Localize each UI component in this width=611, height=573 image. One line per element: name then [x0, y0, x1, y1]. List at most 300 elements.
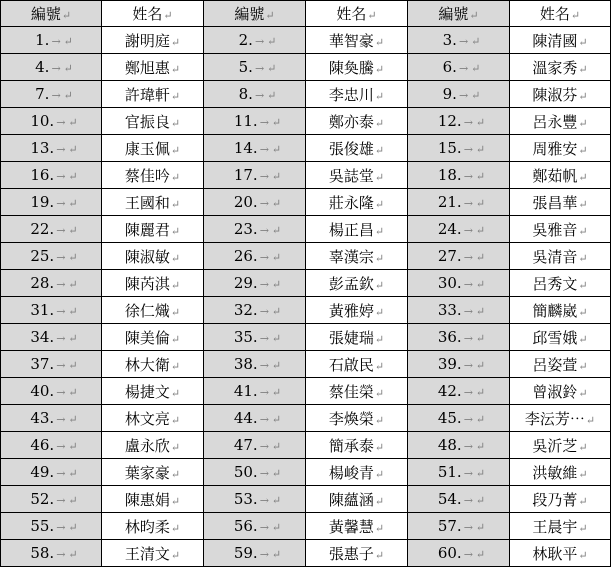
entry-number: 7.	[35, 85, 50, 103]
cell-end-mark: ↵	[578, 251, 588, 265]
name-cell	[102, 378, 204, 405]
entry-name: 石啟民	[328, 355, 374, 374]
cell-end-mark: ↵	[374, 521, 385, 535]
entry-name: 吳誌堂	[328, 166, 374, 185]
tab-mark: →	[463, 251, 473, 264]
cell-end-mark: ↵	[170, 224, 181, 238]
entry-name: 李忠川	[328, 85, 374, 104]
cell-end-mark: ↵	[374, 332, 385, 346]
header-number-label: 編號	[438, 5, 469, 23]
entry-number: 17.	[233, 166, 258, 184]
cell-end-mark: ↵	[271, 251, 282, 264]
name-cell	[306, 486, 408, 513]
name-cell	[306, 432, 408, 459]
tab-mark: →	[56, 494, 66, 507]
entry-number: 47.	[233, 436, 258, 454]
cell-end-mark: ↵	[170, 521, 181, 535]
number-cell	[1, 27, 102, 54]
entry-name: 張惠子	[328, 544, 374, 563]
number-cell	[408, 243, 510, 270]
cell-end-mark: ↵	[170, 548, 181, 562]
number-cell	[1, 432, 102, 459]
entry-number: 33.	[437, 301, 462, 319]
number-cell	[204, 216, 306, 243]
entry-name: 呂永豐	[532, 112, 578, 131]
cell-end-mark: ↵	[170, 197, 181, 211]
cell-end-mark: ↵	[374, 170, 385, 184]
name-cell	[306, 324, 408, 351]
tab-mark: →	[259, 197, 269, 210]
number-cell	[204, 27, 306, 54]
tab-mark: →	[463, 359, 473, 372]
entry-number: 1.	[35, 31, 50, 49]
entry-name: 邱雪娥	[532, 328, 578, 347]
entry-name: 李沄芳⋯	[524, 409, 585, 428]
cell-end-mark: ↵	[475, 224, 486, 237]
cell-end-mark: ↵	[170, 413, 181, 427]
tab-mark: →	[56, 170, 66, 183]
entry-name: 林大衛	[124, 355, 170, 374]
cell-end-mark: ↵	[170, 278, 181, 292]
cell-end-mark: ↵	[271, 548, 282, 561]
number-cell	[408, 459, 510, 486]
number-cell	[408, 513, 510, 540]
entry-name: 洪敏維	[532, 463, 578, 482]
cell-end-mark: ↵	[585, 413, 596, 427]
header-name-label: 姓名	[132, 5, 163, 23]
cell-end-mark: ↵	[374, 116, 385, 130]
entry-name: 蔡佳吟	[124, 166, 170, 185]
name-cell	[306, 459, 408, 486]
tab-mark: →	[259, 332, 269, 345]
header-name-cell	[102, 1, 204, 27]
name-cell	[102, 270, 204, 297]
tab-mark: →	[259, 413, 269, 426]
tab-mark: →	[463, 332, 473, 345]
number-cell	[1, 135, 102, 162]
cell-end-mark: ↵	[469, 9, 479, 22]
tab-mark: →	[51, 35, 61, 48]
tab-mark: →	[259, 116, 269, 129]
name-cell	[306, 216, 408, 243]
tab-mark: →	[259, 251, 269, 264]
tab-mark: →	[259, 359, 269, 372]
cell-end-mark: ↵	[578, 305, 588, 319]
cell-end-mark: ↵	[475, 143, 486, 156]
entry-number: 59.	[233, 544, 258, 562]
name-cell	[102, 513, 204, 540]
cell-end-mark: ↵	[170, 386, 181, 400]
entry-name: 許瑋軒	[124, 85, 170, 104]
cell-end-mark: ↵	[267, 62, 277, 75]
tab-mark: →	[56, 440, 66, 453]
number-cell	[1, 486, 102, 513]
table-row	[1, 216, 611, 243]
name-cell	[510, 216, 611, 243]
cell-end-mark: ↵	[374, 548, 385, 562]
table-row	[1, 297, 611, 324]
cell-end-mark: ↵	[475, 116, 486, 129]
cell-end-mark: ↵	[475, 467, 486, 480]
cell-end-mark: ↵	[578, 278, 588, 292]
entry-name: 吳雅音	[532, 220, 578, 239]
entry-number: 24.	[437, 220, 462, 238]
tab-mark: →	[56, 197, 66, 210]
cell-end-mark: ↵	[578, 467, 588, 481]
cell-end-mark: ↵	[475, 440, 486, 453]
cell-end-mark: ↵	[475, 197, 486, 210]
entry-number: 10.	[30, 112, 55, 130]
cell-end-mark: ↵	[578, 548, 588, 562]
number-cell	[204, 135, 306, 162]
name-cell	[102, 486, 204, 513]
number-cell	[204, 459, 306, 486]
tab-mark: →	[458, 89, 469, 102]
cell-end-mark: ↵	[471, 35, 481, 48]
entry-name: 林文亮	[124, 409, 170, 428]
number-cell	[1, 162, 102, 189]
entry-number: 25.	[30, 247, 55, 265]
entry-name: 鄭亦泰	[328, 112, 374, 131]
name-cell	[510, 270, 611, 297]
entry-number: 18.	[437, 166, 462, 184]
cell-end-mark: ↵	[475, 305, 486, 318]
entry-name: 蔡佳榮	[328, 382, 374, 401]
entry-name: 陳清國	[532, 31, 578, 50]
number-cell	[204, 297, 306, 324]
cell-end-mark: ↵	[374, 197, 385, 211]
name-cell	[510, 324, 611, 351]
name-cell	[102, 81, 204, 108]
tab-mark: →	[463, 521, 473, 534]
tab-mark: →	[463, 116, 473, 129]
number-cell	[204, 81, 306, 108]
number-cell	[408, 486, 510, 513]
tab-mark: →	[458, 35, 469, 48]
name-cell	[102, 216, 204, 243]
entry-name: 黃馨慧	[328, 517, 374, 536]
number-cell	[408, 216, 510, 243]
cell-end-mark: ↵	[61, 9, 72, 22]
entry-number: 38.	[233, 355, 258, 373]
number-cell	[408, 189, 510, 216]
tab-mark: →	[259, 278, 269, 291]
cell-end-mark: ↵	[68, 332, 78, 345]
entry-name: 吳清音	[532, 247, 578, 266]
number-cell	[1, 81, 102, 108]
tab-mark: →	[254, 35, 265, 48]
tab-mark: →	[463, 170, 473, 183]
tab-mark: →	[259, 386, 269, 399]
entry-number: 40.	[30, 382, 55, 400]
entry-number: 43.	[30, 409, 55, 427]
entry-number: 48.	[437, 436, 462, 454]
table-row	[1, 378, 611, 405]
entry-number: 41.	[233, 382, 258, 400]
name-cell	[306, 243, 408, 270]
tab-mark: →	[463, 413, 473, 426]
cell-end-mark: ↵	[68, 278, 78, 291]
cell-end-mark: ↵	[475, 170, 486, 183]
cell-end-mark: ↵	[578, 143, 588, 157]
number-cell	[408, 297, 510, 324]
number-cell	[408, 162, 510, 189]
tab-mark: →	[463, 143, 473, 156]
tab-mark: →	[254, 89, 265, 102]
cell-end-mark: ↵	[578, 359, 588, 373]
entry-name: 陳麗君	[124, 220, 170, 239]
number-cell	[204, 540, 306, 567]
cell-end-mark: ↵	[271, 170, 282, 183]
cell-end-mark: ↵	[271, 440, 282, 453]
cell-end-mark: ↵	[578, 386, 588, 400]
entry-name: 莊永隆	[328, 193, 374, 212]
header-number-cell	[408, 1, 510, 27]
header-row	[1, 1, 611, 27]
entry-number: 9.	[442, 85, 457, 103]
entry-name: 辜漢宗	[328, 247, 374, 266]
entry-number: 20.	[233, 193, 258, 211]
name-cell	[102, 243, 204, 270]
number-cell	[204, 162, 306, 189]
name-cell	[510, 297, 611, 324]
entry-number: 36.	[437, 328, 462, 346]
cell-end-mark: ↵	[68, 224, 78, 237]
tab-mark: →	[56, 359, 66, 372]
table-row	[1, 81, 611, 108]
cell-end-mark: ↵	[374, 224, 385, 238]
entry-number: 27.	[437, 247, 462, 265]
entry-name: 華智豪	[328, 31, 374, 50]
name-cell	[510, 54, 611, 81]
entry-number: 32.	[233, 301, 258, 319]
cell-end-mark: ↵	[578, 332, 588, 346]
number-cell	[1, 405, 102, 432]
table-row	[1, 189, 611, 216]
entry-number: 26.	[233, 247, 258, 265]
entry-number: 28.	[30, 274, 55, 292]
table-row	[1, 486, 611, 513]
name-cell	[510, 486, 611, 513]
cell-end-mark: ↵	[475, 548, 486, 561]
name-cell	[102, 351, 204, 378]
entry-name: 陳美倫	[124, 328, 170, 347]
name-cell	[306, 108, 408, 135]
cell-end-mark: ↵	[68, 467, 78, 480]
cell-end-mark: ↵	[578, 440, 588, 454]
entry-name: 陳奐騰	[328, 58, 374, 77]
entry-number: 42.	[437, 382, 462, 400]
cell-end-mark: ↵	[374, 305, 385, 319]
number-cell	[204, 513, 306, 540]
cell-end-mark: ↵	[271, 494, 282, 507]
number-cell	[408, 351, 510, 378]
entry-number: 44.	[233, 409, 258, 427]
cell-end-mark: ↵	[271, 143, 282, 156]
number-cell	[204, 189, 306, 216]
table-row	[1, 351, 611, 378]
tab-mark: →	[51, 89, 61, 102]
name-cell	[306, 162, 408, 189]
entry-number: 13.	[30, 139, 55, 157]
number-cell	[1, 54, 102, 81]
entry-number: 8.	[238, 85, 253, 103]
tab-mark: →	[463, 467, 473, 480]
number-cell	[1, 378, 102, 405]
number-cell	[408, 378, 510, 405]
cell-end-mark: ↵	[271, 359, 282, 372]
name-cell	[102, 27, 204, 54]
cell-end-mark: ↵	[578, 521, 588, 535]
entry-number: 29.	[233, 274, 258, 292]
tab-mark: →	[56, 305, 66, 318]
entry-number: 54.	[437, 490, 462, 508]
cell-end-mark: ↵	[475, 251, 486, 264]
number-cell	[204, 324, 306, 351]
number-cell	[1, 216, 102, 243]
entry-number: 15.	[437, 139, 462, 157]
tab-mark: →	[259, 548, 269, 561]
cell-end-mark: ↵	[475, 521, 486, 534]
name-cell	[510, 405, 611, 432]
tab-mark: →	[254, 62, 265, 75]
header-name-cell	[306, 1, 408, 27]
tab-mark: →	[463, 305, 473, 318]
entry-name: 溫家秀	[532, 58, 578, 77]
table-row	[1, 540, 611, 567]
entry-number: 14.	[233, 139, 258, 157]
number-cell	[204, 108, 306, 135]
table-row	[1, 459, 611, 486]
entry-name: 王國和	[124, 193, 170, 212]
tab-mark: →	[56, 278, 66, 291]
header-number-cell	[1, 1, 102, 27]
name-cell	[306, 81, 408, 108]
entry-number: 6.	[442, 58, 457, 76]
cell-end-mark: ↵	[578, 494, 588, 508]
number-cell	[408, 81, 510, 108]
name-cell	[102, 405, 204, 432]
tab-mark: →	[56, 251, 66, 264]
number-cell	[1, 189, 102, 216]
entry-name: 陳惠娟	[124, 490, 170, 509]
name-cell	[510, 378, 611, 405]
table-row	[1, 513, 611, 540]
name-cell	[102, 297, 204, 324]
cell-end-mark: ↵	[374, 467, 385, 481]
entry-name: 段乃菁	[532, 490, 578, 509]
header-number-cell	[204, 1, 306, 27]
cell-end-mark: ↵	[271, 386, 282, 399]
number-cell	[204, 486, 306, 513]
entry-number: 19.	[30, 193, 55, 211]
number-cell	[1, 270, 102, 297]
entry-name: 楊正昌	[328, 220, 374, 239]
cell-end-mark: ↵	[374, 359, 385, 373]
name-cell	[510, 81, 611, 108]
number-cell	[1, 540, 102, 567]
tab-mark: →	[56, 116, 66, 129]
entry-name: 簡麟崴	[532, 301, 578, 320]
cell-end-mark: ↵	[267, 35, 277, 48]
tab-mark: →	[259, 440, 269, 453]
cell-end-mark: ↵	[374, 494, 385, 508]
entry-name: 陳淑芬	[532, 85, 578, 104]
cell-end-mark: ↵	[68, 116, 78, 129]
cell-end-mark: ↵	[578, 170, 588, 184]
cell-end-mark: ↵	[475, 278, 486, 291]
cell-end-mark: ↵	[475, 332, 486, 345]
cell-end-mark: ↵	[265, 9, 275, 22]
name-cell	[306, 27, 408, 54]
tab-mark: →	[56, 332, 66, 345]
table-row	[1, 162, 611, 189]
cell-end-mark: ↵	[374, 143, 385, 157]
number-cell	[204, 243, 306, 270]
entry-number: 4.	[35, 58, 50, 76]
table-row	[1, 108, 611, 135]
entry-name: 曾淑鈴	[532, 382, 578, 401]
tab-mark: →	[56, 143, 66, 156]
cell-end-mark: ↵	[271, 413, 282, 426]
cell-end-mark: ↵	[271, 332, 282, 345]
name-cell	[306, 189, 408, 216]
cell-end-mark: ↵	[170, 143, 181, 157]
name-cell	[102, 189, 204, 216]
cell-end-mark: ↵	[68, 494, 78, 507]
entry-number: 21.	[437, 193, 462, 211]
cell-end-mark: ↵	[170, 305, 181, 319]
tab-mark: →	[259, 521, 269, 534]
number-cell	[408, 54, 510, 81]
number-cell	[204, 54, 306, 81]
cell-end-mark: ↵	[68, 359, 78, 372]
number-cell	[204, 270, 306, 297]
table-row	[1, 243, 611, 270]
cell-end-mark: ↵	[68, 251, 78, 264]
number-cell	[1, 108, 102, 135]
number-cell	[408, 270, 510, 297]
entry-name: 王清文	[124, 544, 170, 563]
name-cell	[510, 135, 611, 162]
header-name-label: 姓名	[336, 5, 367, 23]
entry-name: 呂姿萱	[532, 355, 578, 374]
cell-end-mark: ↵	[68, 170, 78, 183]
tab-mark: →	[463, 197, 473, 210]
entry-number: 12.	[437, 112, 462, 130]
number-cell	[408, 405, 510, 432]
cell-end-mark: ↵	[267, 89, 277, 102]
name-cell	[510, 351, 611, 378]
table-row	[1, 27, 611, 54]
name-cell	[306, 351, 408, 378]
tab-mark: →	[56, 224, 66, 237]
cell-end-mark: ↵	[271, 224, 282, 237]
entry-name: 彭孟欽	[328, 274, 374, 293]
entry-name: 林昀柔	[124, 517, 170, 536]
tab-mark: →	[56, 548, 66, 561]
header-number-label: 編號	[234, 5, 265, 23]
cell-end-mark: ↵	[170, 35, 181, 49]
tab-mark: →	[458, 62, 469, 75]
cell-end-mark: ↵	[578, 224, 588, 238]
entry-number: 39.	[437, 355, 462, 373]
table-row	[1, 135, 611, 162]
entry-name: 王晨宇	[532, 517, 578, 536]
table-row	[1, 432, 611, 459]
entry-number: 30.	[437, 274, 462, 292]
entry-name: 謝明庭	[124, 31, 170, 50]
